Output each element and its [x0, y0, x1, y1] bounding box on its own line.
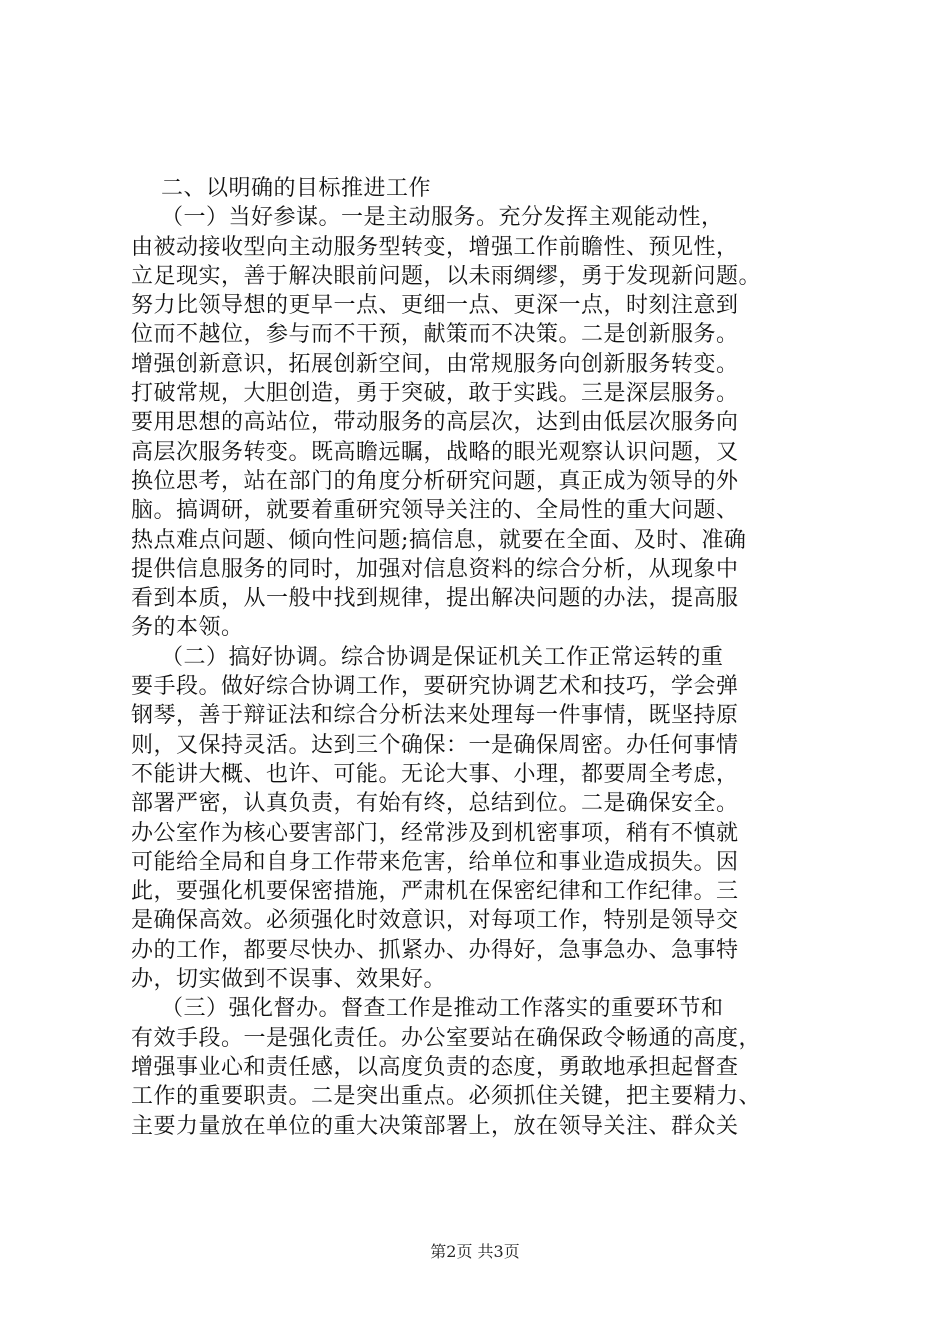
text-line: 脑。搞调研，就要着重研究领导关注的、全局性的重大问题、 — [131, 498, 739, 524]
text-line: （一）当好参谋。一是主动服务。充分发挥主观能动性， — [131, 205, 724, 231]
text-line: 努力比领导想的更早一点、更细一点、更深一点，时刻注意到 — [131, 293, 739, 319]
text-line: （三）强化督办。督查工作是推动工作落实的重要环节和 — [131, 996, 724, 1022]
text-line: 热点难点问题、倾向性问题;搞信息，就要在全面、及时、准确 — [131, 527, 747, 553]
text-line: （二）搞好协调。综合协调是保证机关工作正常运转的重 — [131, 644, 724, 670]
text-line: 可能给全局和自身工作带来危害，给单位和事业造成损失。因 — [131, 849, 739, 875]
text-line: 位而不越位，参与而不干预，献策而不决策。二是创新服务。 — [131, 322, 739, 348]
text-line: 部署严密，认真负责，有始有终，总结到位。二是确保安全。 — [131, 791, 739, 817]
text-line: 打破常规，大胆创造，勇于突破，敢于实践。三是深层服务。 — [131, 381, 739, 407]
text-line: 不能讲大概、也许、可能。无论大事、小理，都要周全考虑， — [131, 761, 739, 787]
text-line: 看到本质，从一般中找到规律，提出解决问题的办法，提高服 — [131, 586, 739, 612]
text-line: 要用思想的高站位，带动服务的高层次，达到由低层次服务向 — [131, 410, 739, 436]
text-line: 提供信息服务的同时，加强对信息资料的综合分析，从现象中 — [131, 556, 739, 582]
text-line: 二、以明确的目标推进工作 — [131, 176, 431, 201]
text-line: 办的工作，都要尽快办、抓紧办、办得好，急事急办、急事特 — [131, 937, 739, 963]
text-line: 由被动接收型向主动服务型转变，增强工作前瞻性、预见性， — [131, 234, 739, 260]
text-line: 办公室作为核心要害部门，经常涉及到机密事项，稍有不慎就 — [131, 820, 739, 846]
text-line: 此，要强化机要保密措施，严肃机在保密纪律和工作纪律。三 — [131, 879, 739, 905]
text-line: 有效手段。一是强化责任。办公室要站在确保政令畅通的高度， — [131, 1025, 762, 1051]
text-line: 工作的重要职责。二是突出重点。必须抓住关键，把主要精力、 — [131, 1084, 762, 1110]
text-line: 要手段。做好综合协调工作，要研究协调艺术和技巧，学会弹 — [131, 674, 739, 700]
text-line: 务的本领。 — [131, 615, 244, 641]
page-number-footer: 第2页 共3页 — [430, 1242, 520, 1261]
text-line: 增强事业心和责任感，以高度负责的态度，勇敢地承担起督查 — [131, 1054, 739, 1080]
text-line: 增强创新意识，拓展创新空间，由常规服务向创新服务转变。 — [131, 351, 739, 377]
body-text — [131, 174, 851, 1141]
text-line: 高层次服务转变。既高瞻远瞩，战略的眼光观察认识问题，又 — [131, 439, 739, 465]
text-line: 办，切实做到不误事、效果好。 — [131, 967, 447, 993]
text-line: 钢琴，善于辩证法和综合分析法来处理每一件事情，既坚持原 — [131, 703, 739, 729]
text-line: 是确保高效。必须强化时效意识，对每项工作，特别是领导交 — [131, 908, 739, 934]
text-line: 主要力量放在单位的重大决策部署上，放在领导关注、群众关 — [131, 1113, 739, 1139]
text-line: 立足现实，善于解决眼前问题，以未雨绸缪，勇于发现新问题。 — [131, 263, 762, 289]
text-line: 换位思考，站在部门的角度分析研究问题，真正成为领导的外 — [131, 468, 739, 494]
text-line: 则，又保持灵活。达到三个确保：一是确保周密。办任何事情 — [131, 732, 739, 758]
